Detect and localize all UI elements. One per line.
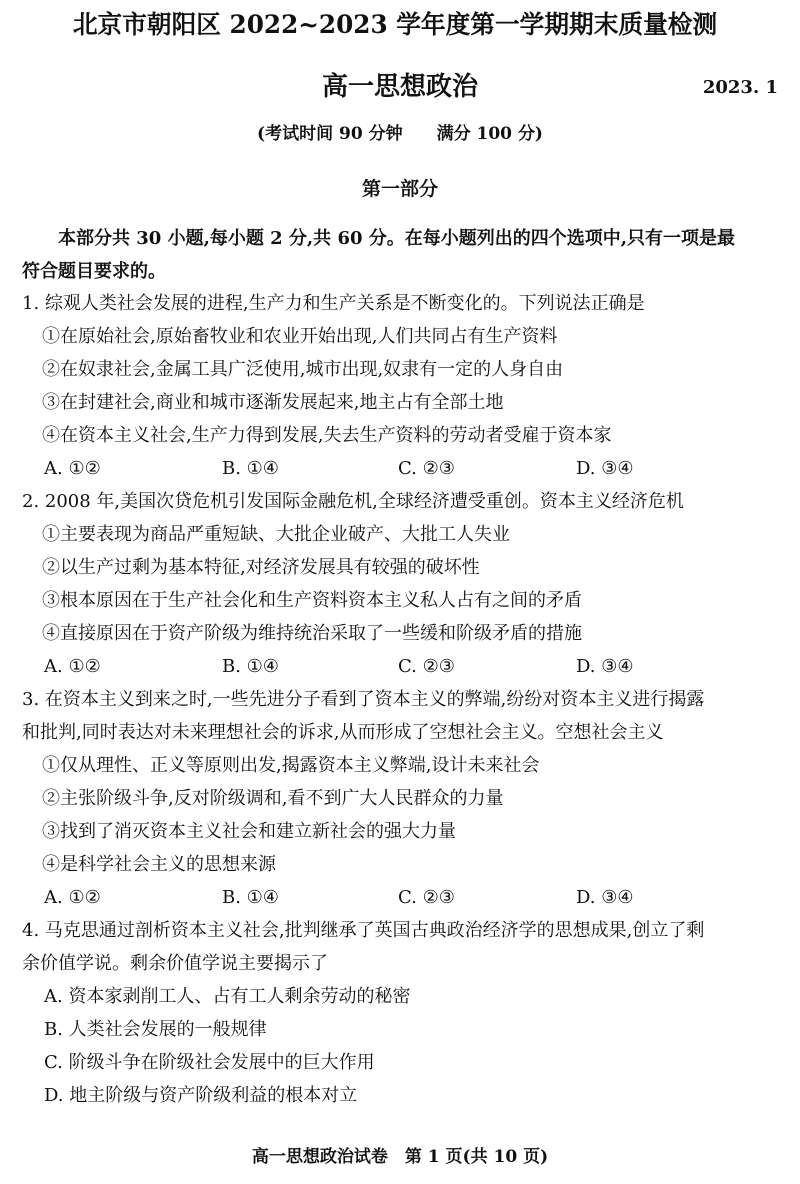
option-d[interactable]: D. ③④ bbox=[576, 458, 634, 479]
option-b[interactable]: B. ①④ bbox=[222, 458, 279, 479]
question-3-statement: ④是科学社会主义的思想来源 bbox=[42, 854, 276, 875]
question-1-statement: ③在封建社会,商业和城市逐渐发展起来,地主占有全部土地 bbox=[42, 392, 504, 413]
question-2-statement: ①主要表现为商品严重短缺、大批企业破产、大批工人失业 bbox=[42, 524, 510, 545]
part-title: 第一部分 bbox=[361, 178, 438, 200]
option-a[interactable]: A. ①② bbox=[44, 887, 101, 908]
question-1-statement: ②在奴隶社会,金属工具广泛使用,城市出现,奴隶有一定的人身自由 bbox=[42, 359, 564, 380]
option-c[interactable]: C. ②③ bbox=[398, 656, 455, 677]
question-3-options bbox=[44, 886, 784, 910]
question-3-statement: ①仅从理性、正义等原则出发,揭露资本主义弊端,设计未来社会 bbox=[42, 755, 540, 776]
part-instructions-line-1: 本部分共 30 小题,每小题 2 分,共 60 分。在每小题列出的四个选项中,只有一项是最 bbox=[22, 228, 736, 249]
option-d[interactable]: D. ③④ bbox=[576, 887, 634, 908]
option-d[interactable]: D. 地主阶级与资产阶级利益的根本对立 bbox=[44, 1085, 358, 1106]
question-2-statement: ②以生产过剩为基本特征,对经济发展具有较强的破坏性 bbox=[42, 557, 480, 578]
page-footer: 高一思想政治试卷 第 1 页(共 10 页) bbox=[251, 1147, 549, 1167]
option-c[interactable]: C. ②③ bbox=[398, 887, 455, 908]
question-3-stem: 3. 在资本主义到来之时,一些先进分子看到了资本主义的弊端,纷纷对资本主义进行揭露 bbox=[22, 689, 705, 710]
option-b[interactable]: B. ①④ bbox=[222, 656, 279, 677]
question-1-options bbox=[44, 457, 784, 481]
option-d[interactable]: D. ③④ bbox=[576, 656, 634, 677]
exam-info: (考试时间 90 分钟 满分 100 分) bbox=[257, 124, 543, 144]
option-c[interactable]: C. ②③ bbox=[398, 458, 455, 479]
question-3-statement: ③找到了消灭资本主义社会和建立新社会的强大力量 bbox=[42, 821, 456, 842]
question-1-statement: ④在资本主义社会,生产力得到发展,失去生产资料的劳动者受雇于资本家 bbox=[42, 425, 612, 446]
exam-title: 北京市朝阳区 2022~2023 学年度第一学期期末质量检测 bbox=[72, 10, 718, 39]
option-b[interactable]: B. ①④ bbox=[222, 887, 279, 908]
question-3-statement: ②主张阶级斗争,反对阶级调和,看不到广大人民群众的力量 bbox=[42, 788, 504, 809]
question-4-stem-continued: 余价值学说。剩余价值学说主要揭示了 bbox=[22, 953, 328, 974]
question-2-options bbox=[44, 655, 784, 679]
option-a[interactable]: A. ①② bbox=[44, 458, 101, 479]
question-2-statement: ③根本原因在于生产社会化和生产资料资本主义私人占有之间的矛盾 bbox=[42, 590, 582, 611]
option-b[interactable]: B. 人类社会发展的一般规律 bbox=[44, 1019, 267, 1040]
question-2-statement: ④直接原因在于资产阶级为维持统治采取了一些缓和阶级矛盾的措施 bbox=[42, 623, 582, 644]
option-c[interactable]: C. 阶级斗争在阶级社会发展中的巨大作用 bbox=[44, 1052, 375, 1073]
question-3-stem-continued: 和批判,同时表达对未来理想社会的诉求,从而形成了空想社会主义。空想社会主义 bbox=[22, 722, 664, 743]
option-a[interactable]: A. 资本家剥削工人、占有工人剩余劳动的秘密 bbox=[44, 986, 411, 1007]
question-2-stem: 2. 2008 年,美国次贷危机引发国际金融危机,全球经济遭受重创。资本主义经济危机 bbox=[22, 491, 684, 512]
question-1-stem: 1. 综观人类社会发展的进程,生产力和生产关系是不断变化的。下列说法正确是 bbox=[22, 293, 645, 314]
question-4-stem: 4. 马克思通过剖析资本主义社会,批判继承了英国古典政治经济学的思想成果,创立了剩 bbox=[22, 920, 705, 941]
question-1-statement: ①在原始社会,原始畜牧业和农业开始出现,人们共同占有生产资料 bbox=[42, 326, 558, 347]
option-a[interactable]: A. ①② bbox=[44, 656, 101, 677]
exam-date: 2023. 1 bbox=[702, 77, 778, 98]
part-instructions-line-2: 符合题目要求的。 bbox=[22, 261, 166, 282]
subject-title: 高一思想政治 bbox=[321, 72, 478, 102]
